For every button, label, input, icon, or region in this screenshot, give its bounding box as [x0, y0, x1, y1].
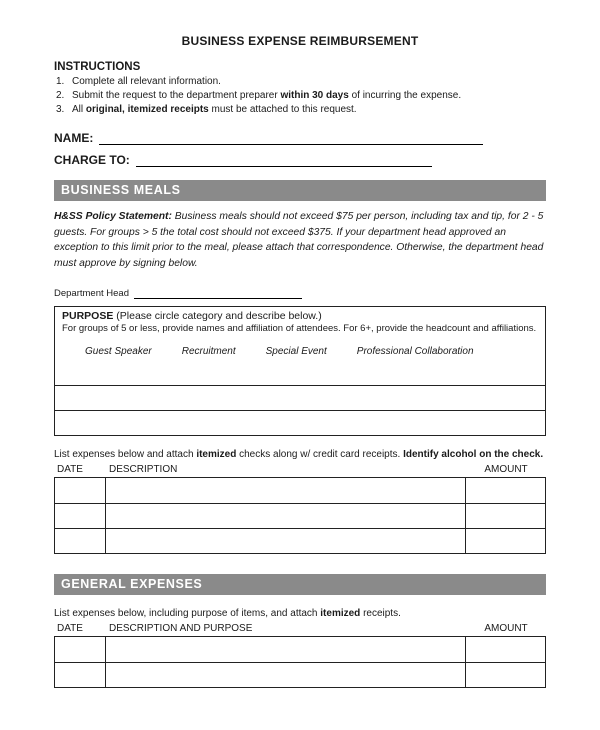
- department-head-label: Department Head: [54, 288, 129, 299]
- description-cell[interactable]: [105, 529, 465, 553]
- charge-to-input-line[interactable]: [136, 153, 432, 167]
- name-input-line[interactable]: [99, 131, 483, 145]
- amount-cell[interactable]: [465, 478, 545, 503]
- policy-statement: H&SS Policy Statement: Business meals should not exceed $75 per person, including tax and tip, for 2 - 5 guests. For groups > 5 the total cost should not exceed $375. If your department head approved an exception to this limit prior to the meal, please attach that correspondence. Otherwise, the department head must approve by signing below.: [54, 211, 544, 269]
- name-field-row: [54, 131, 546, 145]
- instruction-number: 3.: [56, 104, 65, 115]
- date-cell[interactable]: [55, 504, 105, 528]
- table-row: [55, 478, 545, 503]
- general-expenses-banner: GENERAL EXPENSES: [54, 574, 546, 595]
- department-head-signature-line[interactable]: [134, 289, 302, 299]
- instruction-text: All original, itemized receipts must be attached to this request.: [72, 104, 357, 115]
- table-row: [55, 503, 545, 528]
- description-cell[interactable]: [105, 637, 465, 662]
- date-cell[interactable]: [55, 637, 105, 662]
- instruction-text: Complete all relevant information.: [72, 76, 221, 87]
- description-cell[interactable]: [105, 478, 465, 503]
- instructions-section: [54, 61, 546, 117]
- purpose-title: PURPOSE (Please circle category and describe below.): [62, 310, 322, 322]
- amount-cell[interactable]: [465, 504, 545, 528]
- table-row: [55, 528, 545, 553]
- column-header-description: DESCRIPTION: [109, 464, 178, 475]
- description-cell[interactable]: [105, 663, 465, 687]
- category-special-event[interactable]: Special Event: [265, 346, 327, 357]
- meals-table-headers: [54, 460, 546, 477]
- amount-cell[interactable]: [465, 637, 545, 662]
- purpose-write-in-row[interactable]: [55, 385, 545, 410]
- meals-expense-note: List expenses below and attach itemized checks along w/ credit card receipts. Identify alcohol on the check.: [54, 449, 544, 460]
- instruction-number: 1.: [56, 76, 65, 87]
- column-header-description-purpose: DESCRIPTION AND PURPOSE: [109, 623, 253, 634]
- date-cell[interactable]: [55, 478, 105, 503]
- purpose-blank-space: [55, 365, 545, 385]
- meals-expense-table: [54, 477, 546, 554]
- instruction-item-1: [54, 75, 546, 89]
- category-guest-speaker[interactable]: Guest Speaker: [85, 346, 152, 357]
- column-header-amount: AMOUNT: [484, 464, 528, 475]
- column-header-date: DATE: [57, 464, 83, 475]
- purpose-box: [54, 306, 546, 436]
- name-label: NAME:: [54, 131, 94, 145]
- table-row: [55, 637, 545, 662]
- instruction-item-3: [54, 103, 546, 117]
- amount-cell[interactable]: [465, 663, 545, 687]
- instruction-text: Submit the request to the department preparer within 30 days of incurring the expense.: [72, 90, 462, 101]
- instructions-heading: INSTRUCTIONS: [54, 61, 141, 73]
- purpose-write-in-row[interactable]: [55, 410, 545, 435]
- department-head-row: [54, 288, 546, 299]
- date-cell[interactable]: [55, 529, 105, 553]
- general-expense-note: List expenses below, including purpose of items, and attach itemized receipts.: [54, 608, 401, 619]
- category-professional-collaboration[interactable]: Professional Collaboration: [356, 346, 474, 357]
- purpose-categories: [55, 334, 545, 365]
- category-recruitment[interactable]: Recruitment: [181, 346, 236, 357]
- column-header-date: DATE: [57, 623, 83, 634]
- charge-to-field-row: [54, 153, 546, 167]
- purpose-subtitle: For groups of 5 or less, provide names and affiliation of attendees. For 6+, provide the headcount and affiliations.: [62, 323, 537, 334]
- table-row: [55, 662, 545, 687]
- business-meals-banner: BUSINESS MEALS: [54, 180, 546, 201]
- instruction-item-2: [54, 89, 546, 103]
- charge-to-label: CHARGE TO:: [54, 153, 130, 167]
- general-table-headers: [54, 619, 546, 636]
- description-cell[interactable]: [105, 504, 465, 528]
- column-header-amount: AMOUNT: [484, 623, 528, 634]
- general-expense-table: [54, 636, 546, 688]
- date-cell[interactable]: [55, 663, 105, 687]
- form-title: BUSINESS EXPENSE REIMBURSEMENT: [181, 34, 419, 48]
- amount-cell[interactable]: [465, 529, 545, 553]
- instruction-number: 2.: [56, 90, 65, 101]
